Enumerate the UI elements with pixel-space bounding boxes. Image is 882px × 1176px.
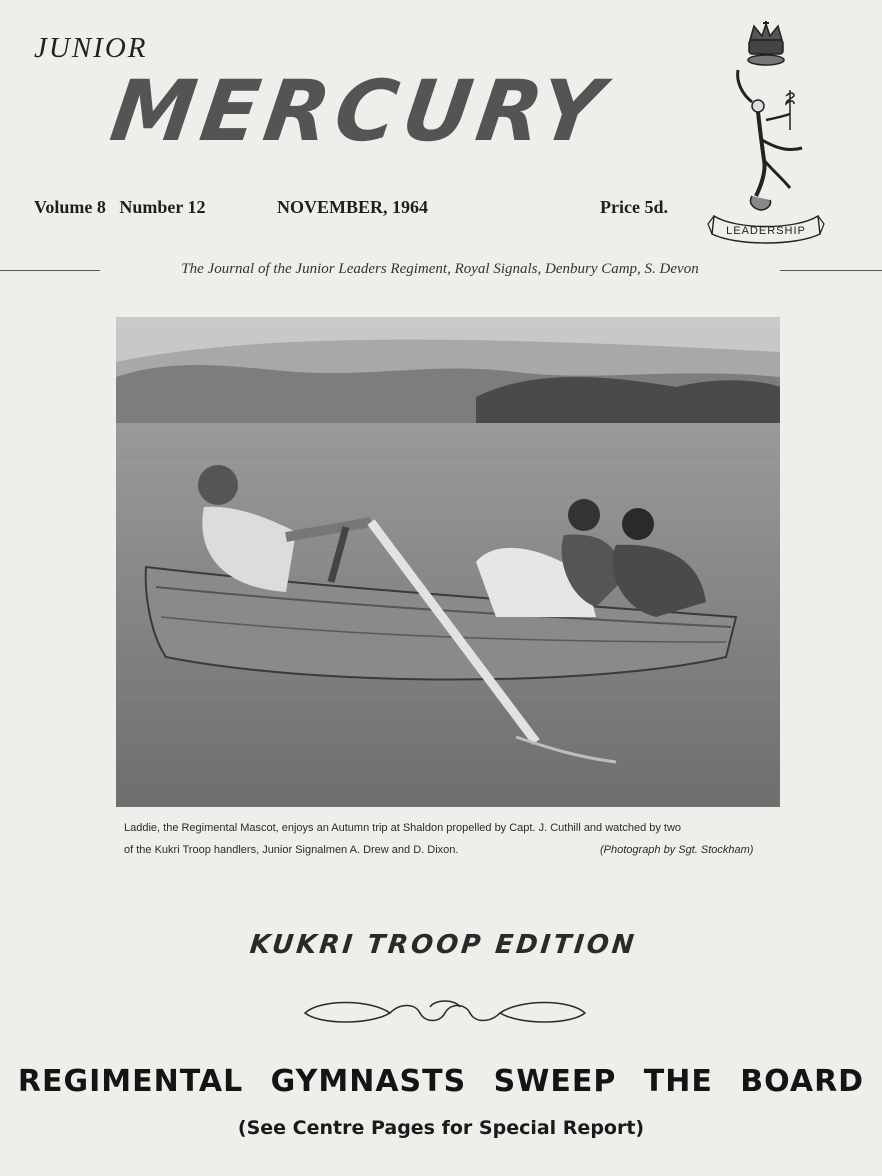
number-label: Number 12: [119, 197, 206, 217]
cover-photograph: [116, 317, 780, 807]
masthead-junior: JUNIOR: [34, 32, 148, 64]
photo-caption-line2: of the Kukri Troop handlers, Junior Signalmen A. Drew and D. Dixon.: [124, 844, 459, 856]
divider-left: [0, 270, 100, 271]
issue-date: NOVEMBER, 1964: [277, 197, 429, 217]
masthead-title: MERCURY: [105, 62, 615, 160]
photo-credit: (Photograph by Sgt. Stockham): [600, 844, 754, 856]
divider-right: [780, 270, 882, 271]
photo-caption-line1: Laddie, the Regimental Mascot, enjoys an Autumn trip at Shaldon propelled by Capt. J. Cuthill and watched by two: [124, 822, 682, 834]
volume-label: Volume 8: [34, 197, 106, 217]
edition-title: KUKRI TROOP EDITION: [248, 930, 639, 960]
ornamental-flourish-icon: [300, 995, 590, 1031]
main-headline: REGIMENTAL GYMNASTS SWEEP THE BOARD: [17, 1064, 865, 1099]
royal-signals-crest-icon: [706, 20, 826, 245]
issue-price: Price 5d.: [600, 197, 668, 217]
crest-motto: LEADERSHIP: [726, 225, 806, 237]
journal-tagline: The Journal of the Junior Leaders Regiment, Royal Signals, Denbury Camp, S. Devon: [181, 261, 699, 277]
headline-subtext: (See Centre Pages for Special Report): [237, 1117, 645, 1139]
issue-volume-number: [34, 197, 206, 218]
